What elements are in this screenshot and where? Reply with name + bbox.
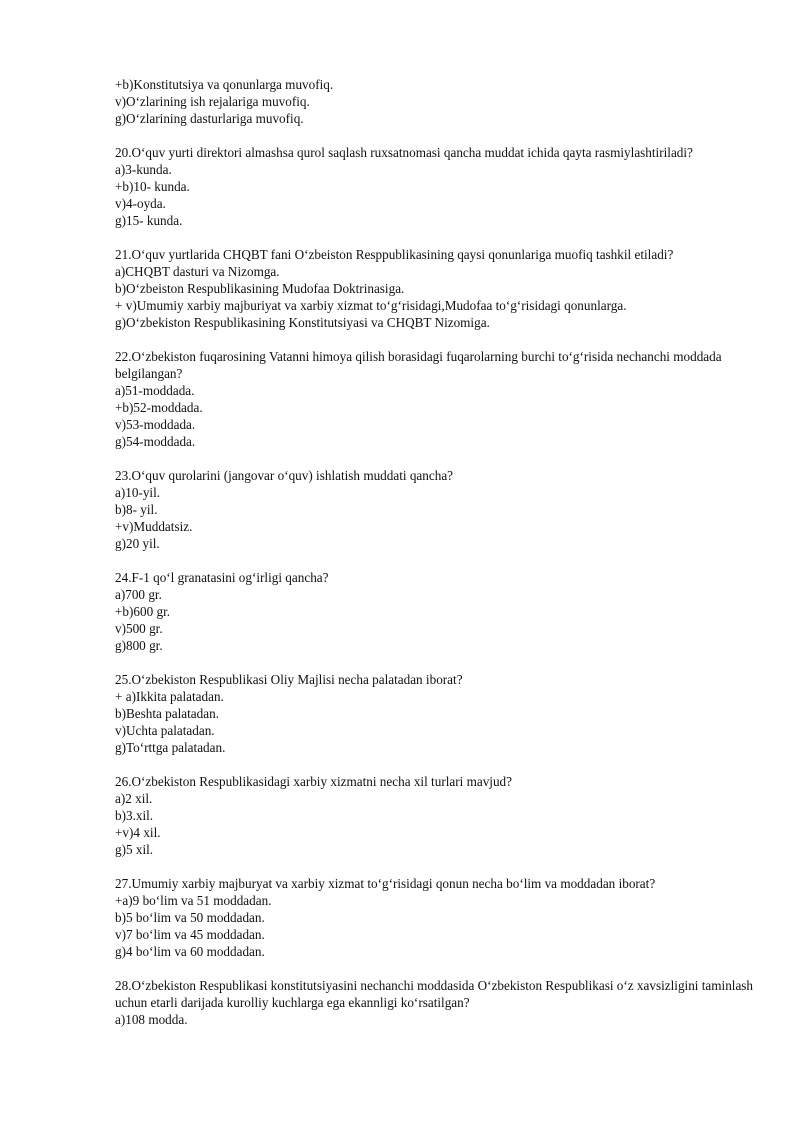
answer-option: +v)4 xil. [115,825,161,840]
answer-option: g)4 bo‘lim va 60 moddadan. [115,944,265,959]
answer-option: a)3-kunda. [115,162,172,177]
answer-option: v)Uchta palatadan. [115,723,215,738]
question-text: 26.O‘zbekiston Respublikasidagi xarbiy xizmatni necha xil turlari mavjud? [115,774,512,789]
answer-option: v)O‘zlarining ish rejalariga muvofiq. [115,94,310,109]
answer-option: g)54-moddada. [115,434,196,449]
answer-option: g)To‘rttga palatadan. [115,740,226,755]
question-text: 23.O‘quv qurolarini (jangovar o‘quv) ishlatish muddati qancha? [115,468,454,483]
answer-option: +b)600 gr. [115,604,171,619]
answer-option: a)CHQBT dasturi va Nizomga. [115,264,280,279]
question-text: 28.O‘zbekiston Respublikasi konstitutsiyasini nechanchi moddasida O‘zbekiston Respublikasi o‘z xavsizligini taminlash uchun etarli darijada kurolliy kuchlarga ega ekannligi ko‘rsatilgan? [115,978,754,1010]
answer-option: b)5 bo‘lim va 50 moddadan. [115,910,265,925]
question-28 [115,977,755,1028]
intro-options [115,76,755,127]
question-text: 25.O‘zbekiston Respublikasi Oliy Majlisi necha palatadan iborat? [115,672,463,687]
answer-option: a)2 xil. [115,791,153,806]
question-20 [115,144,755,229]
question-22 [115,348,755,450]
question-text: 21.O‘quv yurtlarida CHQBT fani O‘zbeiston Resppublikasining qaysi qonunlariga muofiq tashkil etiladi? [115,247,674,262]
answer-option: v)53-moddada. [115,417,196,432]
question-27 [115,875,755,960]
document-page [115,76,755,1045]
answer-option: v)7 bo‘lim va 45 moddadan. [115,927,265,942]
answer-option: g)15- kunda. [115,213,183,228]
question-text: 24.F-1 qo‘l granatasini og‘irligi qancha? [115,570,329,585]
question-21 [115,246,755,331]
answer-option: + v)Umumiy xarbiy majburiyat va xarbiy xizmat to‘g‘risidagi,Mudofaa to‘g‘risidagi qonunlarga. [115,298,627,313]
answer-option: a)51-moddada. [115,383,195,398]
question-26 [115,773,755,858]
answer-option: a)10-yil. [115,485,161,500]
question-text: 22.O‘zbekiston fuqarosining Vatanni himoya qilish borasidagi fuqarolarning burchi to‘g‘risida nechanchi moddada belgilangan? [115,349,722,381]
answer-option: g)800 gr. [115,638,163,653]
answer-option: g)5 xil. [115,842,154,857]
answer-option: a)700 gr. [115,587,162,602]
question-text: 27.Umumiy xarbiy majburyat va xarbiy xizmat to‘g‘risidagi qonun necha bo‘lim va moddadan iborat? [115,876,656,891]
answer-option: +b)52-moddada. [115,400,203,415]
answer-option: +b)Konstitutsiya va qonunlarga muvofiq. [115,77,334,92]
answer-option: v)500 gr. [115,621,163,636]
answer-option: + a)Ikkita palatadan. [115,689,224,704]
answer-option: +b)10- kunda. [115,179,190,194]
answer-option: b)O‘zbeiston Respublikasining Mudofaa Doktrinasiga. [115,281,405,296]
answer-option: a)108 modda. [115,1012,188,1027]
question-25 [115,671,755,756]
question-24 [115,569,755,654]
answer-option: g)O‘zlarining dasturlariga muvofiq. [115,111,304,126]
answer-option: b)3.xil. [115,808,154,823]
answer-option: +v)Muddatsiz. [115,519,193,534]
answer-option: g)O‘zbekiston Respublikasining Konstitutsiyasi va CHQBT Nizomiga. [115,315,490,330]
answer-option: b)8- yil. [115,502,158,517]
question-23 [115,467,755,552]
answer-option: g)20 yil. [115,536,160,551]
question-text: 20.O‘quv yurti direktori almashsa qurol saqlash ruxsatnomasi qancha muddat ichida qayta rasmiylashtiriladi? [115,145,693,160]
answer-option: +a)9 bo‘lim va 51 moddadan. [115,893,272,908]
answer-option: v)4-oyda. [115,196,166,211]
answer-option: b)Beshta palatadan. [115,706,219,721]
